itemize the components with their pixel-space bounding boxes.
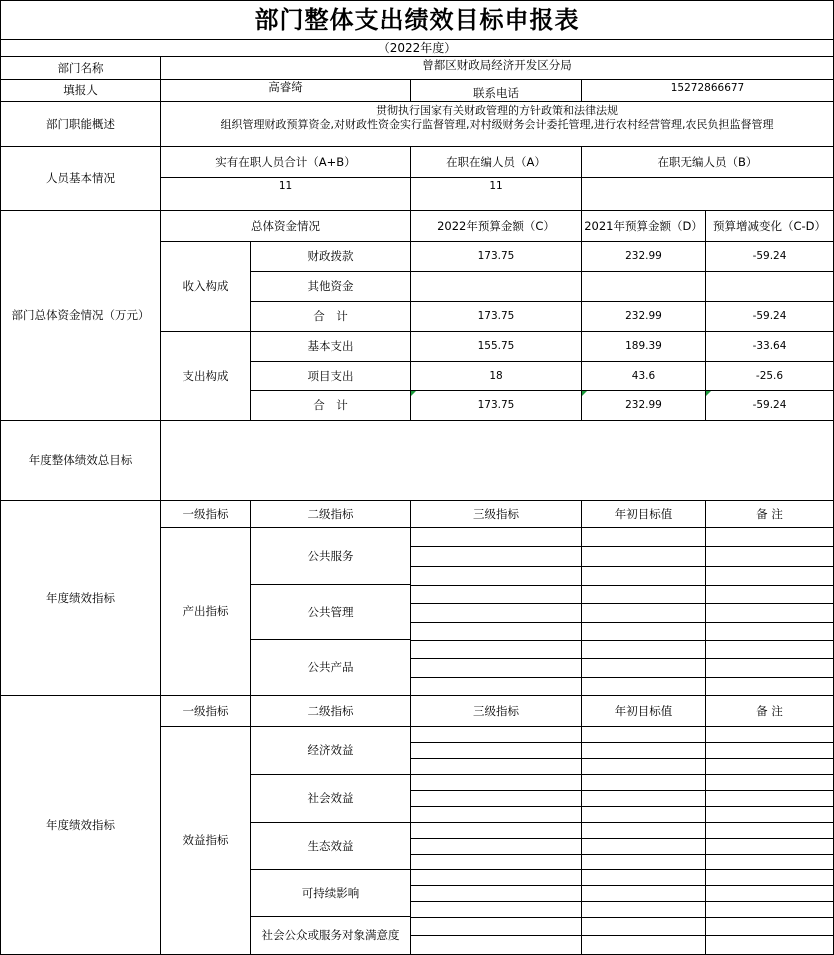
perf1-h2: 二级指标 <box>250 500 410 527</box>
funds-cd-header: 预算增减变化（C-D） <box>705 210 834 241</box>
expense-row-name: 合 计 <box>250 390 410 420</box>
perf1-level2-item: 公共产品 <box>250 639 410 695</box>
filler-name: 高睿绮 <box>160 79 410 101</box>
expense-label: 支出构成 <box>160 331 250 420</box>
perf2-level2-item: 生态效益 <box>250 822 410 869</box>
perf1-h4: 年初目标值 <box>581 500 705 527</box>
perf2-h4: 年初目标值 <box>581 695 705 726</box>
perf2-level1: 效益指标 <box>160 726 250 955</box>
filler-label: 填报人 <box>0 79 160 101</box>
perf2-level2-item: 经济效益 <box>250 726 410 774</box>
expense-row-name: 项目支出 <box>250 361 410 390</box>
cell-flag-marker <box>411 391 416 396</box>
perf1-level2-item: 公共服务 <box>250 527 410 584</box>
perf1-label: 年度绩效指标 <box>0 500 160 695</box>
expense-row-cd: -25.6 <box>705 361 834 390</box>
duties-line-1: 贯彻执行国家有关财政管理的方针政策和法律法规 <box>376 104 618 117</box>
dept-name-value: 曾都区财政局经济开发区分局 <box>160 56 834 79</box>
income-row-d: 232.99 <box>581 301 705 331</box>
expense-row-d: 189.39 <box>581 331 705 361</box>
income-row-c <box>410 271 581 301</box>
perf1-indicator-grid <box>410 527 834 695</box>
perf1-level1: 产出指标 <box>160 527 250 695</box>
expense-row-c: 155.75 <box>410 331 581 361</box>
perf1-h5: 备 注 <box>705 500 834 527</box>
dept-name-label: 部门名称 <box>0 56 160 79</box>
expense-row-d: 232.99 <box>581 390 705 420</box>
perf2-h1: 一级指标 <box>160 695 250 726</box>
funds-overall-header: 总体资金情况 <box>160 210 410 241</box>
income-row-name: 其他资金 <box>250 271 410 301</box>
income-row-d: 232.99 <box>581 241 705 271</box>
form-year: （2022年度） <box>0 39 834 56</box>
income-row-cd: -59.24 <box>705 241 834 271</box>
expense-row-c: 18 <box>410 361 581 390</box>
staff-total-header: 实有在职人员合计（A+B） <box>160 146 410 177</box>
phone-value: 15272866677 <box>581 79 834 101</box>
goal-label: 年度整体绩效总目标 <box>0 420 160 500</box>
income-row-name: 财政拨款 <box>250 241 410 271</box>
perf2-h3: 三级指标 <box>410 695 581 726</box>
income-label: 收入构成 <box>160 241 250 331</box>
income-row-c: 173.75 <box>410 241 581 271</box>
income-row-d <box>581 271 705 301</box>
staff-a-value: 11 <box>410 177 581 210</box>
expense-row-cd: -59.24 <box>705 390 834 420</box>
expense-row-d: 43.6 <box>581 361 705 390</box>
cell-flag-marker <box>582 391 587 396</box>
perf1-level2-item: 公共管理 <box>250 584 410 639</box>
income-row-name: 合 计 <box>250 301 410 331</box>
perf2-indicator-grid <box>410 726 834 955</box>
staff-label: 人员基本情况 <box>0 146 160 210</box>
goal-value <box>160 420 834 500</box>
staff-b-header: 在职无编人员（B） <box>581 146 834 177</box>
staff-total-value: 11 <box>160 177 410 210</box>
staff-a-header: 在职在编人员（A） <box>410 146 581 177</box>
duties-line-2: 组织管理财政预算资金,对财政性资金实行监督管理,对村级财务会计委托管理,进行农村经营管理,农民负担监督管理 <box>220 118 774 131</box>
funds-d-header: 2021年预算金额（D） <box>581 210 705 241</box>
staff-b-value <box>581 177 834 210</box>
duties-value <box>160 101 834 146</box>
duties-label: 部门职能概述 <box>0 101 160 146</box>
expense-row-name: 基本支出 <box>250 331 410 361</box>
perf1-h1: 一级指标 <box>160 500 250 527</box>
funds-label: 部门总体资金情况（万元） <box>0 210 160 420</box>
income-row-cd: -59.24 <box>705 301 834 331</box>
perf2-level2-item: 可持续影响 <box>250 869 410 916</box>
cell-flag-marker <box>706 391 711 396</box>
form-title: 部门整体支出绩效目标申报表 <box>0 0 834 39</box>
perf2-h2: 二级指标 <box>250 695 410 726</box>
expense-row-cd: -33.64 <box>705 331 834 361</box>
perf2-level2-item: 社会效益 <box>250 774 410 822</box>
income-row-c: 173.75 <box>410 301 581 331</box>
perf2-h5: 备 注 <box>705 695 834 726</box>
expense-row-c: 173.75 <box>410 390 581 420</box>
perf2-label: 年度绩效指标 <box>0 695 160 955</box>
funds-c-header: 2022年预算金额（C） <box>410 210 581 241</box>
perf2-level2-item: 社会公众或服务对象满意度 <box>250 916 410 955</box>
perf1-h3: 三级指标 <box>410 500 581 527</box>
income-row-cd <box>705 271 834 301</box>
phone-label: 联系电话 <box>410 79 581 101</box>
